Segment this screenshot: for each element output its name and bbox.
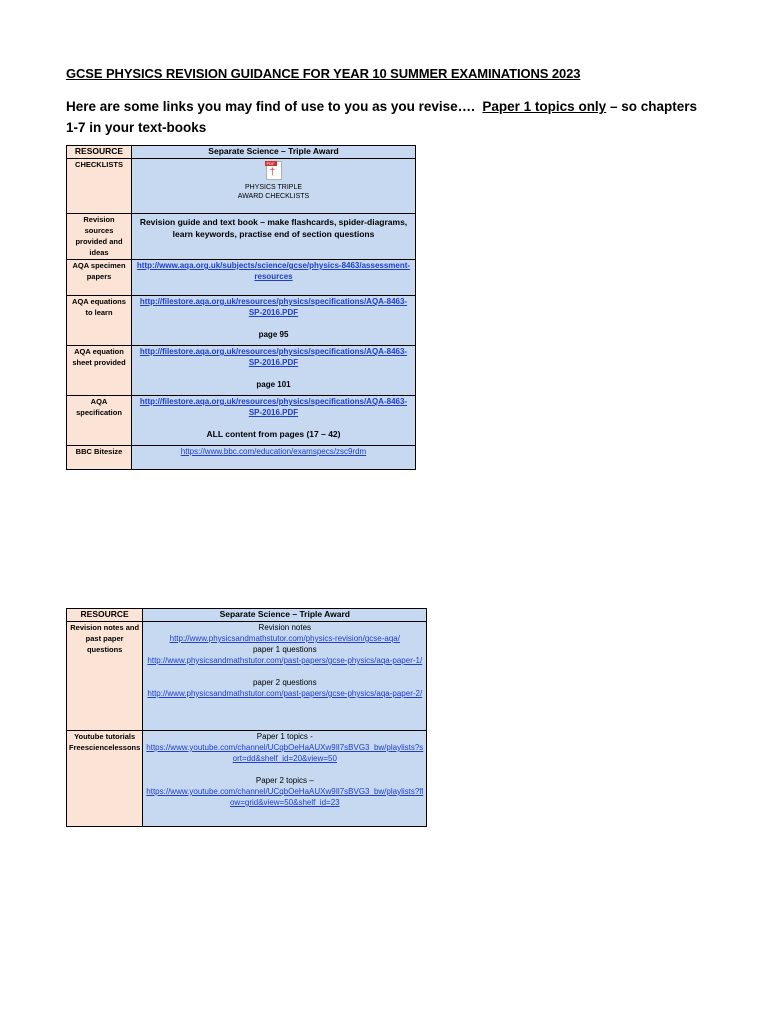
row-label-checklists: CHECKLISTS [67, 159, 132, 214]
table-header-award: Separate Science – Triple Award [132, 146, 416, 159]
pdf-caption-line-2: AWARD CHECKLISTS [237, 193, 310, 200]
row-label-youtube-tutorials: Youtube tutorials Freesciencelessons [67, 731, 143, 827]
youtube-paper-1-heading: Paper 1 topics - [256, 732, 313, 741]
page-title: GCSE PHYSICS REVISION GUIDANCE FOR YEAR 10 SUMMER EXAMINATIONS 2023 [66, 66, 581, 81]
row-label-bbc-bitesize: BBC Bitesize [67, 446, 132, 470]
revision-notes-link[interactable]: http://www.physicsandmathstutor.com/physics-revision/gcse-aqa/ [169, 634, 400, 643]
equations-link[interactable]: http://filestore.aqa.org.uk/resources/physics/specifications/AQA-8463-SP-2016.PDF [139, 297, 408, 317]
table-header-resource: RESOURCE [67, 609, 143, 622]
equation-sheet-link[interactable]: http://filestore.aqa.org.uk/resources/physics/specifications/AQA-8463-SP-2016.PDF [139, 347, 408, 367]
resource-table-2 [66, 608, 427, 827]
specimen-papers-link[interactable]: http://www.aqa.org.uk/subjects/science/gcse/physics-8463/assessment-resources [136, 261, 411, 281]
equation-sheet-page: page 101 [256, 380, 291, 389]
paper-2-questions-link[interactable]: http://www.physicsandmathstutor.com/past-papers/gcse-physics/aqa-paper-2/ [147, 689, 423, 698]
paper-1-questions-link[interactable]: http://www.physicsandmathstutor.com/past-papers/gcse-physics/aqa-paper-1/ [147, 656, 423, 665]
paper-1-questions-heading: paper 1 questions [252, 645, 317, 654]
row-label-revision-sources: Revision sources provided and ideas [67, 214, 132, 260]
youtube-paper-1-link[interactable]: https://www.youtube.com/channel/UCqbOeHaAUXw9Il7sBVG3_bw/playlists?sort=dd&shelf_id=20&view=50 [146, 743, 424, 763]
specimen-papers-cell [132, 260, 416, 296]
specification-cell [132, 396, 416, 446]
youtube-cell [143, 731, 427, 827]
row-label-equations-to-learn: AQA equations to learn [67, 296, 132, 346]
checklists-cell [132, 159, 416, 214]
resource-table-1 [66, 145, 416, 470]
pdf-file-icon[interactable] [266, 161, 282, 180]
intro-emphasis: Paper 1 topics only [482, 99, 607, 114]
bbc-bitesize-link[interactable]: https://www.bbc.com/education/examspecs/zsc9rdm [180, 447, 367, 456]
youtube-paper-2-link[interactable]: https://www.youtube.com/channel/UCqbOeHaAUXw9Il7sBVG3_bw/playlists?flow=grid&view=50&shelf_id=23 [146, 787, 424, 807]
intro-text: Here are some links you may find of use to you as you revise…. [66, 99, 475, 114]
row-label-equation-sheet: AQA equation sheet provided [67, 346, 132, 396]
intro-text-end: – so chapters 1-7 in your text-books [66, 99, 697, 135]
row-label-specification: AQA specification [67, 396, 132, 446]
youtube-paper-2-heading: Paper 2 topics – [255, 776, 314, 785]
row-label-specimen-papers: AQA specimen papers [67, 260, 132, 296]
table-header-resource: RESOURCE [67, 146, 132, 159]
intro-paragraph [66, 96, 706, 138]
revision-notes-heading: Revision notes [258, 623, 312, 632]
specification-link[interactable]: http://filestore.aqa.org.uk/resources/physics/specifications/AQA-8463-SP-2016.PDF [139, 397, 408, 417]
revision-sources-text: Revision guide and text book – make flashcards, spider-diagrams, learn keywords, practise end of section questions [132, 214, 416, 260]
revision-notes-cell [143, 622, 427, 731]
pdf-caption-line-1: PHYSICS TRIPLE [244, 184, 303, 191]
row-label-revision-notes: Revision notes and past paper questions [67, 622, 143, 731]
pdf-tag: PDF [266, 161, 275, 166]
equation-sheet-cell [132, 346, 416, 396]
specification-note: ALL content from pages (17 – 42) [206, 429, 341, 439]
paper-2-questions-heading: paper 2 questions [252, 678, 317, 687]
acrobat-icon: † [269, 167, 276, 178]
table-header-award: Separate Science – Triple Award [143, 609, 427, 622]
equations-cell [132, 296, 416, 346]
bbc-bitesize-cell [132, 446, 416, 470]
equations-page: page 95 [258, 330, 289, 339]
